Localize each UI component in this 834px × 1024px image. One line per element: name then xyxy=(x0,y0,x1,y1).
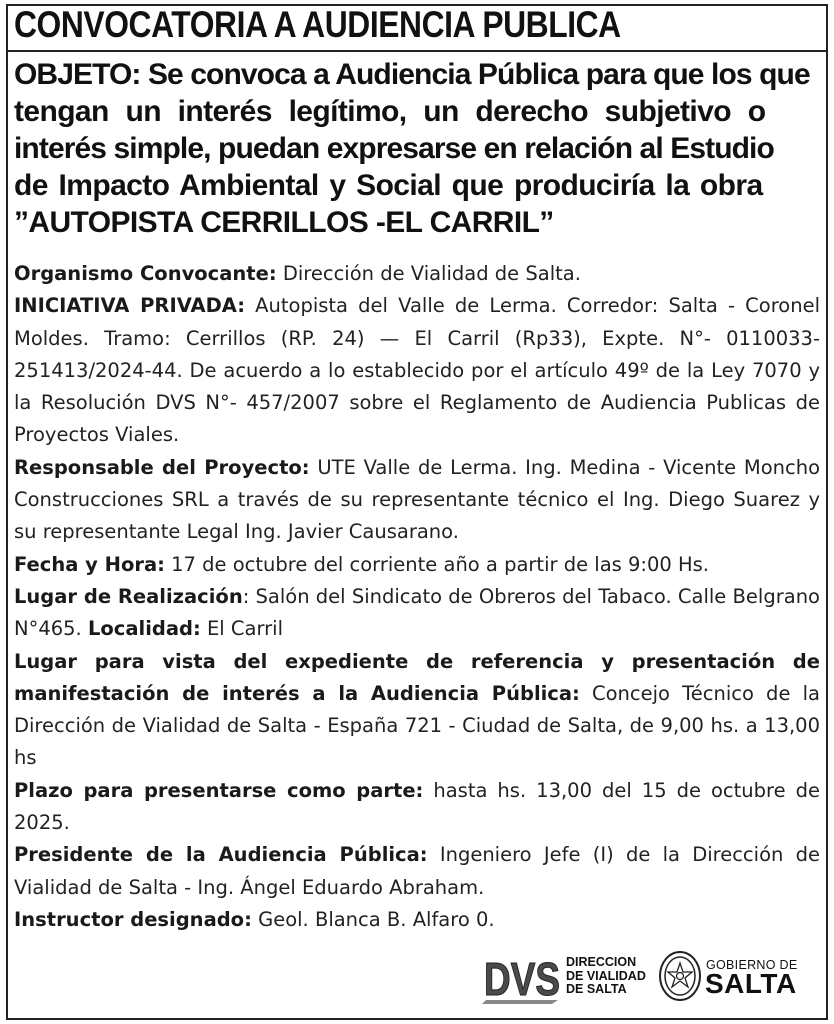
title-divider xyxy=(6,50,828,52)
dvs-text-line: DE SALTA xyxy=(566,982,627,996)
iniciativa-privada xyxy=(14,290,820,451)
section-label: Presidente de la Audiencia Pública: xyxy=(14,843,428,867)
plazo-presentacion xyxy=(14,775,820,840)
section-label: Plazo para presentarse como parte: xyxy=(14,778,424,802)
section-text: UTE Valle de Lerma. Ing. Medina - Vicente Moncho Construcciones SRL a través de su representante técnico el Ing. Diego Suarez y su representante Legal Ing. Javier Causarano. xyxy=(14,455,820,544)
salta-label: SALTA xyxy=(705,968,797,999)
section-text: hasta hs. 13,00 del 15 de octubre de 2025. xyxy=(14,778,820,835)
fecha-hora xyxy=(14,549,820,581)
footer-logos xyxy=(0,948,834,1010)
lugar-realizacion xyxy=(14,581,820,646)
gobierno-label: GOBIERNO DE xyxy=(706,958,798,972)
objeto-block xyxy=(14,56,820,241)
provincial-seal-icon xyxy=(658,950,702,1002)
section-text: 17 de octubre del corriente año a partir de las 9:00 Hs. xyxy=(164,552,710,576)
section-text: Dirección de Vialidad de Salta. xyxy=(276,262,581,285)
presidente-audiencia xyxy=(14,839,820,904)
section-label: Lugar de Realización xyxy=(14,584,243,608)
section-label: Fecha y Hora: xyxy=(14,552,165,576)
responsable-proyecto xyxy=(14,452,820,549)
objeto-line: interés simple, puedan expresarse en relación al Estudio xyxy=(14,132,774,165)
lugar-vista-expediente xyxy=(14,646,820,775)
dvs-mark-text: DVS xyxy=(484,953,560,1005)
section-label: Localidad: xyxy=(87,617,201,641)
objeto-line: ”AUTOPISTA CERRILLOS -EL CARRIL” xyxy=(14,206,554,239)
section-text: : Salón del Sindicato de Obreros del Tabaco. Calle Belgrano N°465. xyxy=(14,584,820,641)
section-label: Lugar para vista del expediente de referencia y presentación de manifestación de interés a la Audiencia Pública: xyxy=(14,649,820,705)
section-text: Geol. Blanca B. Alfaro 0. xyxy=(251,907,495,931)
section-text: Autopista del Valle de Lerma. Corredor: Salta - Coronel Moldes. Tramo: Cerrillos (RP. 24) — El Carril (Rp33), Expte. N°- 0110033- 251413/2024-44. De acuerdo a lo establecido por el artículo 49º de la Ley 7070 y la Resolución DVS N°- 457/2007 sobre el Reglamento de Audiencia Publicas de Proyectos Viales. xyxy=(14,294,821,447)
dvs-text-line: DIRECCION xyxy=(566,955,637,969)
notice-title: CONVOCATORIA A AUDIENCIA PUBLICA xyxy=(14,4,621,45)
section-label: Organismo Convocante: xyxy=(14,262,277,285)
section-text: Ingeniero Jefe (I) de la Dirección de Vialidad de Salta - Ing. Ángel Eduardo Abraham. xyxy=(14,843,820,899)
notice-body xyxy=(14,258,820,936)
objeto-line: OBJETO: Se convoca a Audiencia Pública para que los que xyxy=(14,58,810,91)
section-label: Instructor designado: xyxy=(14,907,252,931)
section-text: Concejo Técnico de la Dirección de Vialidad de Salta - España 721 - Ciudad de Salta, de 9,00 hs. a 13,00 hs xyxy=(14,681,820,770)
dvs-logo xyxy=(482,948,562,1004)
section-label: INICIATIVA PRIVADA: xyxy=(14,294,246,318)
objeto-line: de Impacto Ambiental y Social que produciría la obra xyxy=(14,169,763,202)
objeto-line: tengan un interés legítimo, un derecho subjetivo o xyxy=(14,95,766,128)
section-label: Responsable del Proyecto: xyxy=(14,455,310,479)
dvs-text-line: DE VIALIDAD xyxy=(566,968,646,983)
organismo-convocante xyxy=(14,258,820,290)
dvs-logo-text xyxy=(566,956,646,997)
section-text: El Carril xyxy=(200,617,283,641)
instructor-designado xyxy=(14,904,820,936)
